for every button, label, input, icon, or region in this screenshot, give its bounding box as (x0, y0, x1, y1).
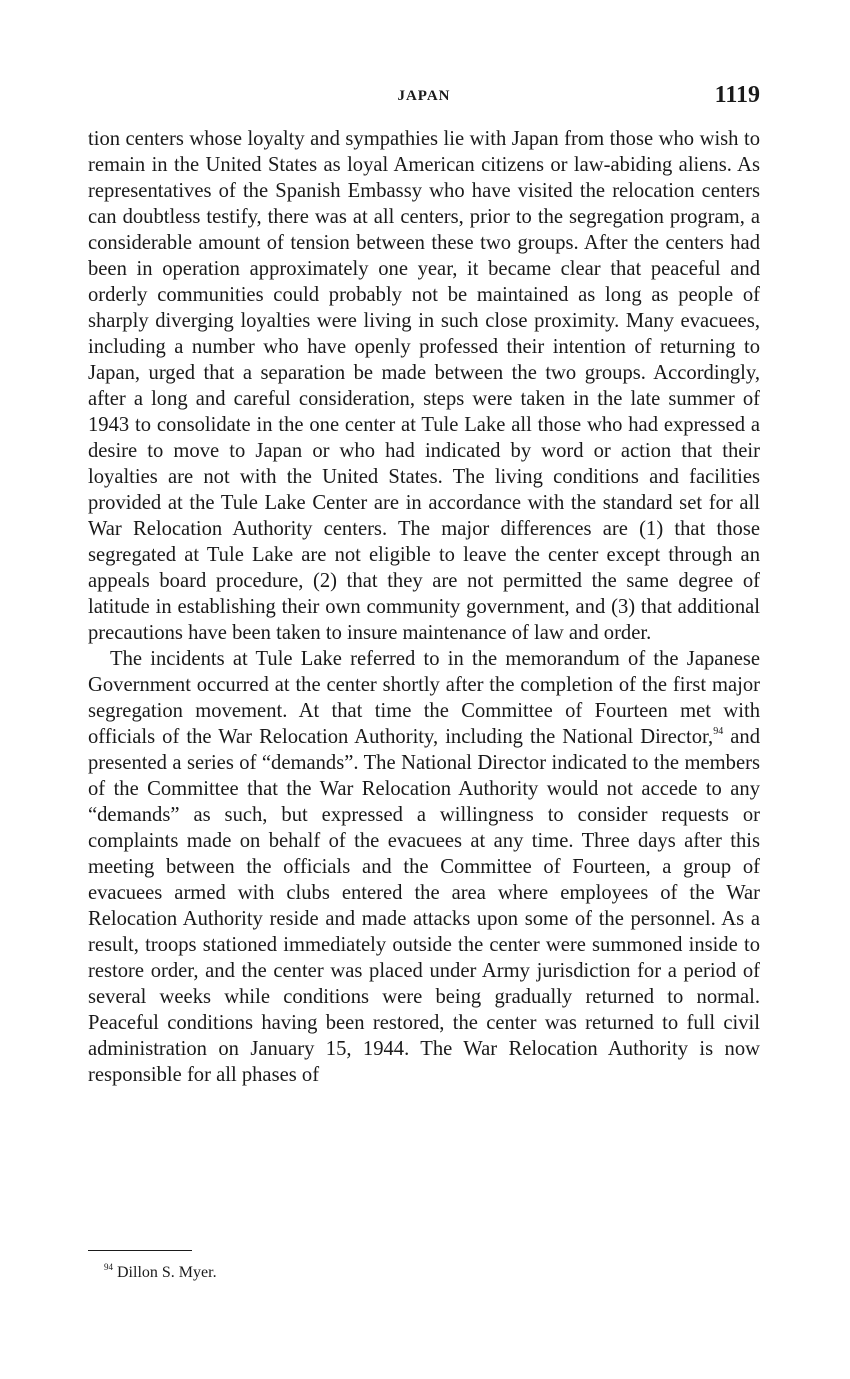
running-header (88, 82, 760, 112)
running-title: JAPAN (397, 88, 451, 104)
footnote-number: 94 (104, 1262, 113, 1272)
paragraph-2-text-end: and presented a series of “demands”. The National Director indicated to the members of the Committee that the War Relocation Authority would not accede to any “demands” as such, but expressed a willingness to consider requests or complaints made on behalf of the evacuees at any time. Three days after this meeting between the officials and the Committee of Fourteen, a group of evacuees armed with clubs entered the area where employees of the War Relocation Authority reside and made attacks upon some of the personnel. As a result, troops stationed immediately outside the center were summoned inside to restore order, and the center was placed under Army jurisdiction for a period of several weeks while conditions were being gradually returned to normal. Peaceful conditions having been restored, the center was returned to full civil administration on January 15, 1944. The War Relocation Authority is now responsible for all phases of (88, 726, 760, 1086)
footnote-94 (104, 1263, 217, 1283)
paragraph-1: tion centers whose loyalty and sympathies lie with Japan from those who wish to remain in the United States as loyal American citizens or law-abiding aliens. As representatives of the Spanish Embassy who have visited the relocation centers can doubtless testify, there was at all centers, prior to the segregation program, a considerable amount of tension between these two groups. After the centers had been in operation approximately one year, it became clear that peaceful and orderly communities could probably not be maintained as long as people of sharply diverging loyalties were living in such close proximity. Many evacuees, including a number who have openly professed their intention of returning to Japan, urged that a separation be made between the two groups. Accordingly, after a long and careful consideration, steps were taken in the late summer of 1943 to consolidate in the one center at Tule Lake all those who had expressed a desire to move to Japan or who had indicated by word or action that their loyalties are not with the United States. The living conditions and facilities provided at the Tule Lake Center are in accordance with the standard set for all War Relocation Authority centers. The major differences are (1) that those segregated at Tule Lake are not eligible to leave the center except through an appeals board procedure, (2) that they are not permitted the same degree of latitude in establishing their own community government, and (3) that additional precautions have been taken to insure maintenance of law and order. (88, 128, 760, 644)
paragraph-2 (88, 646, 760, 1088)
footnote-divider (88, 1250, 192, 1251)
body-text (88, 126, 760, 1088)
page-number: 1119 (714, 82, 760, 108)
footnote-reference-94: 94 (713, 726, 724, 737)
footnote-text: Dillon S. Myer. (117, 1264, 217, 1281)
paragraph-2-text-start: The incidents at Tule Lake referred to in the memorandum of the Japanese Government occurred at the center shortly after the completion of the first major segregation movement. At that time the Committee of Fourteen met with officials of the War Relocation Authority, including the National Director, (88, 648, 760, 748)
